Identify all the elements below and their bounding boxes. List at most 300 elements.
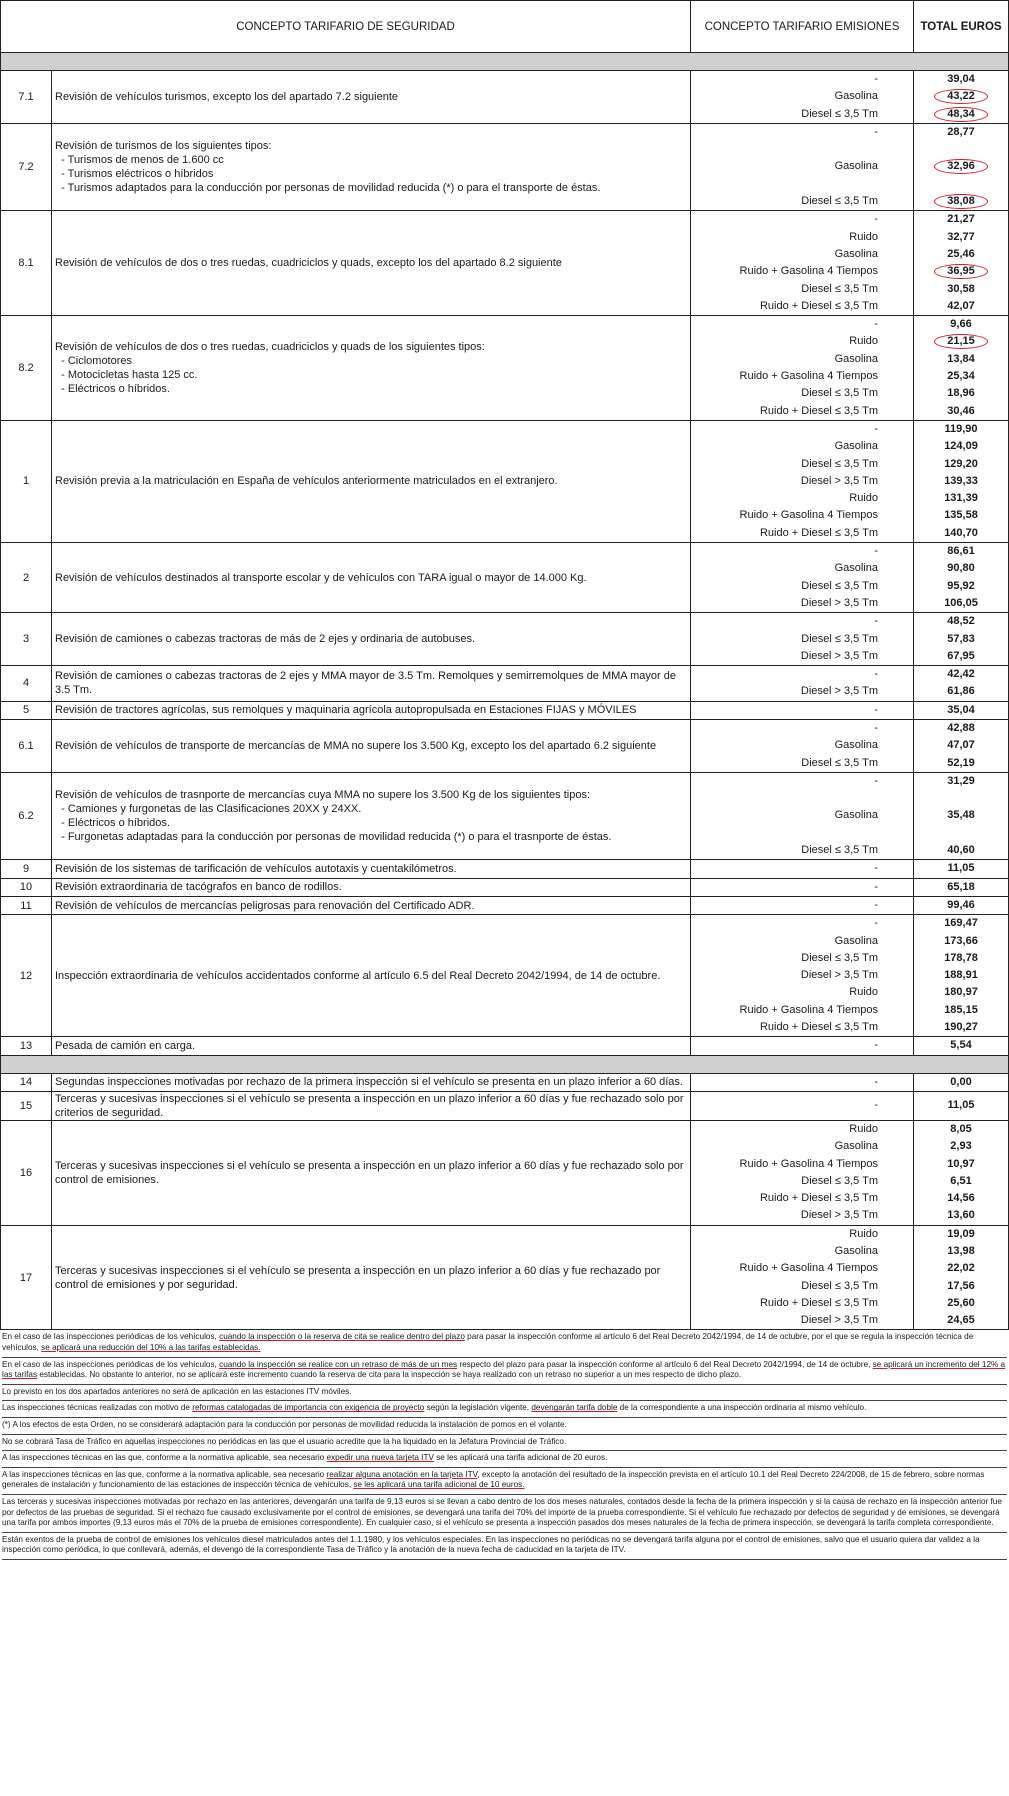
emission-concept: Diesel ≤ 3,5 Tm [801, 951, 879, 964]
tariff-row [1, 719, 1009, 772]
emission-concept: Diesel ≤ 3,5 Tm [801, 457, 879, 470]
total-amount: 180,97 [944, 986, 978, 999]
emission-concepts [691, 211, 914, 316]
emission-concept [691, 141, 878, 158]
total-amount: 8,05 [950, 1122, 972, 1135]
tariff-row [1, 1073, 1009, 1091]
description-line: Revisión extraordinaria de tacógrafos en banco de rodillos. [55, 881, 342, 894]
tariff-row [1, 772, 1009, 859]
emission-concept: Gasolina [834, 739, 879, 752]
footnote-text: (*) A los efectos de esta Orden, no se considerará adaptación para la conducción por personas de movilidad reducida la instalación de pomos en el volante. [2, 1420, 567, 1430]
emission-concept: Diesel ≤ 3,5 Tm [801, 756, 879, 769]
tariff-code: 8.2 [1, 316, 52, 421]
description-line: Terceras y sucesivas inspecciones si el vehículo se presenta a inspección en un plazo inferior a 60 días y fue rechazado solo por criterios de seguridad. [55, 1092, 684, 1119]
emission-concept: Diesel ≤ 3,5 Tm [801, 1279, 879, 1292]
total-amount: 25,46 [947, 247, 975, 260]
emission-concept: Ruido + Diesel ≤ 3,5 Tm [759, 1192, 879, 1205]
total-amount [914, 88, 1008, 105]
total-amount: 47,07 [947, 739, 975, 752]
emission-concepts [691, 896, 914, 914]
total-amount: 124,09 [944, 440, 978, 453]
description-line: Revisión de vehículos de dos o tres ruedas, cuadriciclos y quads de los siguientes tipos: [55, 341, 485, 354]
total-amount: 129,20 [944, 457, 978, 470]
header-emissions: CONCEPTO TARIFARIO EMISIONES [691, 1, 914, 53]
underlined-text: realizar alguna anotación en la tarjeta ITV [326, 1469, 478, 1479]
total-amount: 31,29 [947, 774, 975, 787]
emission-concept: Diesel ≤ 3,5 Tm [801, 579, 879, 592]
underlined-text: se les aplicará una tarifa adicional de 10 euros. [353, 1480, 525, 1490]
description-line: Pesada de camión en carga. [55, 1039, 196, 1052]
tariff-row [1, 123, 1009, 210]
total-amount: 188,91 [944, 969, 978, 982]
total-amount: 173,66 [944, 934, 978, 947]
total-amount: 17,56 [947, 1279, 975, 1292]
emission-concept: Ruido [849, 1122, 879, 1135]
emission-concepts [691, 316, 914, 421]
description-line: Revisión de camiones o cabezas tractoras de más de 2 ejes y ordinaria de autobuses. [55, 633, 476, 646]
total-amount: 13,84 [947, 352, 975, 365]
description-line: - Eléctricos o híbridos. [55, 383, 170, 396]
emission-concepts [691, 71, 914, 124]
total-amount: 28,77 [947, 125, 975, 138]
emission-concept: Gasolina [834, 90, 879, 103]
total-amounts [914, 896, 1009, 914]
tariff-description [52, 1120, 691, 1225]
emission-concept: Ruido + Gasolina 4 Tiempos [739, 509, 879, 522]
footnote-text: de la correspondiente a una inspección ordinaria al mismo vehículo. [617, 1403, 867, 1413]
total-amount: 52,19 [947, 756, 975, 769]
emission-concept: Ruido + Diesel ≤ 3,5 Tm [759, 1021, 879, 1034]
footnote [2, 1495, 1007, 1533]
emission-concept: Diesel > 3,5 Tm [800, 1209, 879, 1222]
tariff-code: 1 [1, 420, 52, 542]
tariff-description [52, 123, 691, 210]
emission-concept: Gasolina [834, 160, 879, 173]
footnote-text: No se cobrará Tasa de Tráfico en aquellas inspecciones no periódicas en las que el usuario acredite que la ha liquidado en la Jefatura Provincial de Tráfico. [2, 1436, 567, 1446]
total-amount: 22,02 [947, 1262, 975, 1275]
emission-concept: Diesel ≤ 3,5 Tm [801, 844, 879, 857]
emission-concept: - [874, 1039, 879, 1052]
emission-concept: Gasolina [834, 809, 879, 822]
emission-concept: Gasolina [834, 1140, 879, 1153]
total-amounts [914, 71, 1009, 124]
total-amount: 42,07 [947, 299, 975, 312]
total-amount: 140,70 [944, 526, 978, 539]
footnote-text: En el caso de las inspecciones periódicas de los vehículos, [2, 1359, 220, 1369]
tariff-row [1, 420, 1009, 542]
total-amount: 42,88 [947, 721, 975, 734]
emission-concept: Diesel ≤ 3,5 Tm [801, 107, 879, 120]
emission-concepts [691, 860, 914, 878]
table-header-row [1, 1, 1009, 53]
total-amount: 99,46 [947, 898, 975, 911]
total-amount: 185,15 [944, 1003, 978, 1016]
total-amounts [914, 211, 1009, 316]
emission-concept: Diesel > 3,5 Tm [800, 596, 879, 609]
tariff-code: 15 [1, 1091, 52, 1120]
emission-concepts [691, 123, 914, 210]
footnote [2, 1418, 1007, 1435]
tariff-row [1, 1120, 1009, 1225]
total-amount: 86,61 [947, 545, 975, 558]
tariff-description [52, 420, 691, 542]
emission-concept: Gasolina [834, 934, 879, 947]
emission-concept: Gasolina [834, 440, 879, 453]
total-amounts [914, 1037, 1009, 1055]
total-amounts [914, 1225, 1009, 1330]
emission-concepts [691, 1225, 914, 1330]
tariff-code: 8.1 [1, 211, 52, 316]
emission-concept: Diesel > 3,5 Tm [800, 1314, 879, 1327]
underlined-text: reformas catalogadas de importancia con exigencia de proyecto [192, 1403, 425, 1413]
emission-concept: - [874, 703, 879, 716]
total-amount: 90,80 [947, 562, 975, 575]
total-amount: 169,47 [944, 917, 978, 930]
total-amount [914, 790, 1008, 807]
emission-concepts [691, 1037, 914, 1055]
total-amount: 35,04 [947, 703, 975, 716]
footnote-text: establecidas. No obstante lo anterior, no se aplicará este incremento cuando la reserva de cita para la inspección se haya realizado con un retraso no superior a un mes respecto de dicho plazo. [37, 1370, 742, 1380]
total-amount [914, 158, 1008, 175]
emission-concept [691, 825, 878, 842]
emission-concept: - [874, 125, 879, 138]
tariff-code: 5 [1, 701, 52, 719]
emission-concept: Diesel ≤ 3,5 Tm [801, 387, 879, 400]
total-amounts [914, 915, 1009, 1037]
total-amount: 57,83 [947, 632, 975, 645]
total-amount: 21,27 [947, 213, 975, 226]
total-amount: 135,58 [944, 509, 978, 522]
emission-concept: - [874, 862, 879, 875]
tariff-description [52, 1091, 691, 1120]
emission-concept: Ruido + Diesel ≤ 3,5 Tm [759, 299, 879, 312]
footnote-text: En el caso de las inspecciones periódicas de los vehículos, [2, 1332, 220, 1342]
tariff-code: 10 [1, 878, 52, 896]
total-amount: 2,93 [950, 1140, 972, 1153]
tariff-description [52, 1225, 691, 1330]
tariff-row [1, 613, 1009, 666]
emission-concepts [691, 666, 914, 702]
emission-concept: Diesel > 3,5 Tm [800, 474, 879, 487]
description-line: Revisión de tractores agrícolas, sus remolques y maquinaria agrícola autopropulsada en Estaciones FIJAS y MÓVILES [55, 704, 637, 717]
emission-concept: Diesel ≤ 3,5 Tm [801, 632, 879, 645]
highlighted-amount: 48,34 [934, 107, 988, 122]
emission-concept: - [874, 917, 879, 930]
emission-concept: Diesel ≤ 3,5 Tm [801, 195, 879, 208]
tariff-row [1, 1091, 1009, 1120]
description-line: Inspección extraordinaria de vehículos accidentados conforme al artículo 6.5 del Real Decreto 2042/1994, de 14 de octubre. [55, 969, 661, 982]
header-total: TOTAL EUROS [914, 1, 1009, 53]
footnote-text: Las inspecciones técnicas realizadas con motivo de [2, 1403, 193, 1413]
total-amount: 178,78 [944, 951, 978, 964]
tariff-description [52, 878, 691, 896]
tariff-code: 3 [1, 613, 52, 666]
emission-concepts [691, 420, 914, 542]
tariff-code: 13 [1, 1037, 52, 1055]
total-amount: 25,34 [947, 370, 975, 383]
total-amounts [914, 1091, 1009, 1120]
total-amount: 119,90 [944, 422, 978, 435]
footnote [2, 1358, 1007, 1385]
highlighted-amount: 38,08 [934, 194, 988, 209]
total-amount [914, 193, 1008, 210]
tariff-row [1, 860, 1009, 878]
footnote-text: se les aplicará una tarifa adicional de 20 euros. [433, 1453, 608, 1463]
emission-concepts [691, 1073, 914, 1091]
emission-concept: Diesel ≤ 3,5 Tm [801, 282, 879, 295]
tariff-code: 14 [1, 1073, 52, 1091]
total-amount: 106,05 [944, 596, 978, 609]
description-line: Revisión de los sistemas de tarificación de vehículos autotaxis y cuentakilómetros. [55, 863, 457, 875]
emission-concept: - [874, 721, 879, 734]
tariff-code: 4 [1, 666, 52, 702]
total-amount: 0,00 [950, 1075, 972, 1088]
tariff-description [52, 860, 691, 878]
emission-concepts [691, 878, 914, 896]
footnote-text: respecto del plazo para pasar la inspección conforme al artículo 6 del Real Decreto 2042/1994, de 14 de octubre, [457, 1359, 873, 1369]
tariff-row [1, 878, 1009, 896]
tariff-code: 7.2 [1, 123, 52, 210]
description-line: Revisión de vehículos de dos o tres ruedas, cuadriciclos y quads, excepto los del apartado 8.2 siguiente [55, 257, 562, 270]
emission-concept: Ruido + Gasolina 4 Tiempos [739, 1157, 879, 1170]
underlined-text: devengarán tarifa doble [531, 1403, 618, 1413]
total-amount: 190,27 [944, 1021, 978, 1034]
total-amount: 131,39 [944, 492, 978, 505]
description-line: Revisión de vehículos de mercancías peligrosas para renovación del Certificado ADR. [55, 899, 475, 912]
total-amounts [914, 123, 1009, 210]
total-amount: 39,04 [947, 73, 975, 85]
tariff-row [1, 71, 1009, 124]
total-amount: 139,33 [944, 474, 978, 487]
description-line: Revisión de camiones o cabezas tractoras de 2 ejes y MMA mayor de 3.5 Tm. Remolques y semirremolques de MMA mayor de 3.5 Tm. [55, 670, 676, 697]
description-line: - Turismos de menos de 1.600 cc [55, 154, 224, 167]
emission-concept [691, 176, 878, 193]
footnote-text: A las inspecciones técnicas en las que, conforme a la normativa aplicable, sea necesario [2, 1453, 327, 1463]
total-amount: 10,97 [947, 1157, 975, 1170]
total-amount: 11,05 [947, 1099, 975, 1112]
tariff-row [1, 666, 1009, 702]
total-amount: 18,96 [947, 387, 975, 400]
total-amount: 25,60 [947, 1296, 975, 1309]
total-amount: 42,42 [947, 668, 975, 681]
tariff-description [52, 772, 691, 859]
footnote [2, 1533, 1007, 1560]
emission-concept: Ruido + Diesel ≤ 3,5 Tm [759, 526, 879, 539]
emission-concept: Ruido + Gasolina 4 Tiempos [739, 370, 879, 383]
tariff-code: 12 [1, 915, 52, 1037]
emission-concept: Gasolina [834, 562, 879, 575]
emission-concept: - [874, 898, 879, 911]
total-amounts [914, 719, 1009, 772]
tariff-code: 2 [1, 543, 52, 613]
emission-concepts [691, 1091, 914, 1120]
tariff-row [1, 701, 1009, 719]
description-line: Revisión de vehículos destinados al transporte escolar y de vehículos con TARA igual o mayor de 14.000 Kg. [55, 571, 587, 584]
total-amount: 13,60 [947, 1209, 975, 1222]
total-amount: 48,52 [947, 615, 975, 628]
total-amount: 24,65 [947, 1314, 975, 1327]
highlighted-amount: 21,15 [934, 334, 988, 349]
tariff-row [1, 543, 1009, 613]
description-line: Segundas inspecciones motivadas por rechazo de la primera inspección si el vehículo se presenta en un plazo inferior a 60 días. [55, 1076, 683, 1089]
highlighted-amount: 36,95 [934, 264, 988, 279]
section-separator [1, 1055, 1009, 1073]
emission-concepts [691, 543, 914, 613]
tariff-row [1, 1037, 1009, 1055]
emission-concept: Gasolina [834, 1245, 879, 1257]
total-amount: 67,95 [947, 649, 975, 662]
emission-concept: Ruido [849, 492, 879, 505]
total-amount: 5,54 [950, 1039, 972, 1052]
description-line: Terceras y sucesivas inspecciones si el vehículo se presenta a inspección en un plazo inferior a 60 días y fue rechazado por control de emisiones y por seguridad. [55, 1264, 661, 1291]
emission-concepts [691, 1120, 914, 1225]
emission-concept: - [874, 1099, 879, 1112]
header-security: CONCEPTO TARIFARIO DE SEGURIDAD [1, 1, 691, 53]
emission-concepts [691, 701, 914, 719]
footnote [2, 1385, 1007, 1402]
emission-concept: Diesel ≤ 3,5 Tm [801, 1174, 879, 1187]
total-amounts [914, 1120, 1009, 1225]
total-amounts [914, 543, 1009, 613]
emission-concept: - [874, 1075, 879, 1088]
emission-concept: Diesel > 3,5 Tm [800, 969, 879, 982]
footnote [2, 1435, 1007, 1452]
emission-concept: Ruido + Diesel ≤ 3,5 Tm [759, 404, 879, 417]
description-line: Revisión de vehículos de trasnporte de mercancías cuya MMA no supere los 3.500 Kg de los siguientes tipos: [55, 789, 591, 802]
total-amount: 35,48 [947, 809, 975, 822]
description-line: - Turismos adaptados para la conducción por personas de movilidad reducida (*) o para el transporte de éstas. [55, 182, 601, 195]
emission-concept: - [874, 668, 879, 681]
total-amount: 30,46 [947, 404, 975, 417]
emission-concept: Ruido + Gasolina 4 Tiempos [739, 1003, 879, 1016]
total-amounts [914, 878, 1009, 896]
total-amount [914, 176, 1008, 193]
total-amount: 65,18 [947, 880, 975, 893]
tariff-row [1, 896, 1009, 914]
footnote [2, 1401, 1007, 1418]
description-line: - Ciclomotores [55, 355, 133, 368]
emission-concept: - [874, 73, 879, 85]
tariff-description [52, 1073, 691, 1091]
emission-concept: Ruido + Gasolina 4 Tiempos [739, 1262, 879, 1275]
section-separator [1, 53, 1009, 71]
tariff-description [52, 915, 691, 1037]
emission-concept: - [874, 422, 879, 435]
emission-concept [691, 790, 878, 807]
tariff-description [52, 71, 691, 124]
emission-concept: - [874, 213, 879, 226]
tariff-row [1, 316, 1009, 421]
description-line: - Eléctricos o híbridos. [55, 817, 170, 830]
tariff-section-reinspections [1, 1055, 1009, 1330]
tariff-row [1, 211, 1009, 316]
total-amounts [914, 772, 1009, 859]
tariff-description [52, 316, 691, 421]
footnote-text: , excepto la anotación del resultado de la inspección prevista en el artículo 10.1 del Real Decreto 224/2008, de 15 de febrero, sobre normas generales de instalación y funcionamiento de las estaciones de inspección técnica de vehículos, [2, 1469, 985, 1490]
underlined-text: cuando la inspección o la reserva de cita se realice dentro del plazo [219, 1332, 465, 1342]
emission-concept: Ruido [849, 230, 879, 243]
total-amount: 32,77 [947, 230, 975, 243]
emission-concept: Diesel > 3,5 Tm [800, 649, 879, 662]
tariff-row [1, 1225, 1009, 1330]
underlined-text: expedir una nueva tarjeta ITV [326, 1453, 434, 1463]
tariff-description [52, 896, 691, 914]
total-amounts [914, 613, 1009, 666]
emission-concept: - [874, 545, 879, 558]
tariff-description [52, 613, 691, 666]
underlined-text: se aplicará un incremento del 12% a las tarifas [2, 1359, 1006, 1380]
emission-concepts [691, 915, 914, 1037]
footnote-text: Las terceras y sucesivas inspecciones motivadas por rechazo en las anteriores, devengarán una tarifa de 9,13 euros si se llevan a cabo dentro de los dos meses naturales, contados desde la fecha de la primera inspección y si la causa de rechazo en la inspección anterior fue por defectos de las pruebas de seguridad. Si el rechazo fue causado exclusivamente por el control de emisiones, se devengará una tarifa del 70% del importe de la prueba correspondiente. Si el vehículo fue rechazado por defectos de seguridad y de emisiones, se devengará una tarifa por ambos importes (9,13 euros más el 70% de la prueba de emisiones correspondiente). En cualquier caso, si el vehículo se presenta a inspección pasados dos meses naturales de la fecha de primera inspección, se devengará la tarifa completa correspondiente. [2, 1497, 1002, 1528]
total-amount [914, 333, 1008, 350]
emission-concept: - [874, 318, 879, 331]
tariff-code: 6.1 [1, 719, 52, 772]
emission-concept: Ruido [849, 1227, 879, 1240]
tariff-code: 16 [1, 1120, 52, 1225]
total-amount: 11,05 [947, 862, 975, 875]
description-line: Revisión previa a la matriculación en España de vehículos anteriormente matriculados en el extranjero. [55, 475, 558, 488]
footnote [2, 1451, 1007, 1468]
total-amount: 6,51 [950, 1174, 972, 1187]
tariff-description [52, 211, 691, 316]
total-amount: 13,98 [947, 1245, 975, 1257]
description-line: - Turismos eléctricos o híbridos [55, 168, 214, 181]
emission-concepts [691, 719, 914, 772]
tariff-code: 9 [1, 860, 52, 878]
footnote-text: para pasar la inspección conforme al artículo 6 del Real Decreto 2042/1994, de 14 de octubre, por el que se regula la inspección técnica de vehículos, [2, 1332, 974, 1353]
footnote [2, 1468, 1007, 1495]
underlined-text: cuando la inspección se realice con un retraso de más de un mes [219, 1359, 458, 1369]
total-amounts [914, 1073, 1009, 1091]
description-line: Revisión de turismos de los siguientes tipos: [55, 140, 272, 153]
underlined-text: se aplicará una reducción del 10% a las tarifas establecidas. [41, 1343, 261, 1353]
tariff-description [52, 701, 691, 719]
description-line: - Camiones y furgonetas de las Clasificaciones 20XX y 24XX. [55, 803, 362, 816]
total-amount: 40,60 [947, 844, 975, 857]
total-amounts [914, 420, 1009, 542]
footnote [2, 1330, 1007, 1357]
total-amounts [914, 701, 1009, 719]
tariff-row [1, 915, 1009, 1037]
tariff-section-main [1, 53, 1009, 1056]
emission-concept: Gasolina [834, 352, 879, 365]
total-amount: 19,09 [947, 1227, 975, 1240]
total-amount [914, 263, 1008, 280]
footnote-text: Están exentos de la prueba de control de emisiones los vehículos diesel matriculados antes del 1.1.1980, y los vehículos especiales. En las inspecciones no periódicas no se devengará tarifa alguna por el control de emisiones, salvo que el usuario quiera dar validez a la inspección como periódica, lo que conllevará, además, el devengo de la correspondiente Tasa de Tráfico y la anotación de la nueva fecha de caducidad en la tarjeta de ITV. [2, 1534, 980, 1555]
total-amounts [914, 316, 1009, 421]
emission-concept: - [874, 880, 879, 893]
total-amounts [914, 860, 1009, 878]
emission-concept: Diesel > 3,5 Tm [800, 685, 879, 698]
total-amount [914, 825, 1008, 842]
tariff-code: 7.1 [1, 71, 52, 124]
total-amount: 95,92 [947, 579, 975, 592]
total-amount [914, 106, 1008, 123]
highlighted-amount: 32,96 [934, 159, 988, 174]
description-line: Terceras y sucesivas inspecciones si el vehículo se presenta a inspección en un plazo inferior a 60 días y fue rechazado solo por control de emisiones. [55, 1159, 684, 1186]
tariff-description [52, 719, 691, 772]
tariff-description [52, 666, 691, 702]
highlighted-amount: 43,22 [934, 89, 988, 104]
tariff-description [52, 1037, 691, 1055]
description-line: Revisión de vehículos turismos, excepto los del apartado 7.2 siguiente [55, 90, 399, 103]
description-line: - Furgonetas adaptadas para la conducción por personas de movilidad reducida (*) o para el trasnporte de éstas. [55, 831, 612, 844]
tariff-code: 6.2 [1, 772, 52, 859]
total-amount: 9,66 [950, 318, 972, 331]
tariff-description [52, 543, 691, 613]
footnote-text: según la legislación vigente, [424, 1403, 532, 1413]
description-line: - Motocicletas hasta 125 cc. [55, 369, 198, 382]
